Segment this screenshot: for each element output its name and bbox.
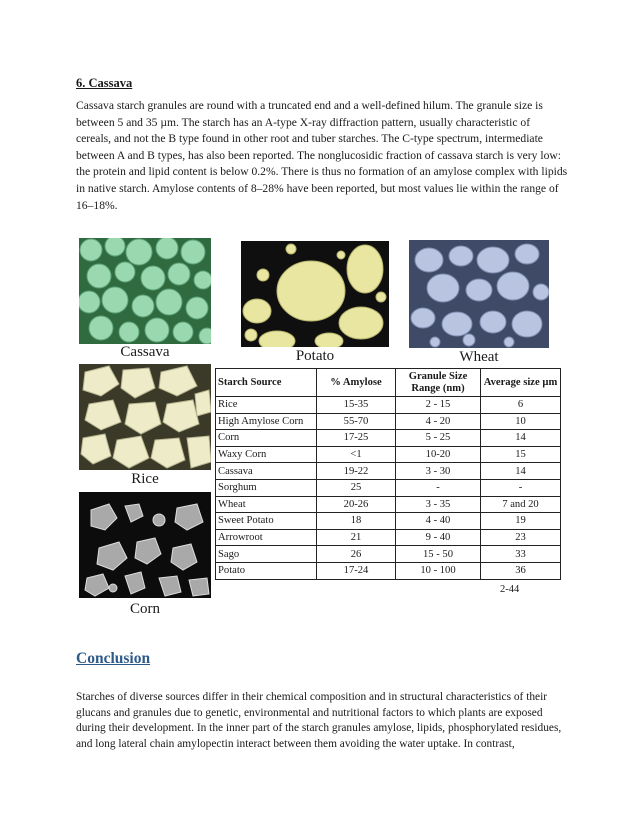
cassava-caption: Cassava bbox=[120, 344, 170, 360]
table-row bbox=[216, 397, 561, 414]
col-granule-size: Granule Size Range (nm) bbox=[396, 369, 481, 397]
cell-average: 10 bbox=[481, 413, 561, 430]
cell-average: 36 bbox=[481, 562, 561, 579]
cell-average: 14 bbox=[481, 463, 561, 480]
table-header-row bbox=[216, 369, 561, 397]
table-row bbox=[216, 479, 561, 496]
corn-caption: Corn bbox=[130, 601, 160, 617]
section-title: 6. Cassava bbox=[76, 76, 133, 90]
conclusion-paragraph: Starches of diverse sources differ in their chemical composition and in structural characteristics of their glucans and granules due to genetic, environmental and nutritional factors to which plants are exposed during their development. In the inner part of the starch granules amylose, lipids, phosphorylated residues, and long lateral chain amylopectin interact between them avoiding the water uptake. In contrast, bbox=[76, 691, 562, 750]
cell-amylose: 19-22 bbox=[317, 463, 396, 480]
cell-source: Arrowroot bbox=[216, 529, 317, 546]
wheat-micrograph bbox=[409, 240, 549, 348]
cell-source: Potato bbox=[216, 562, 317, 579]
cell-source: Sorghum bbox=[216, 479, 317, 496]
cell-granule-range: 15 - 50 bbox=[396, 546, 481, 563]
cell-granule-range: 10-20 bbox=[396, 446, 481, 463]
cell-source: Corn bbox=[216, 430, 317, 447]
cell-amylose: 18 bbox=[317, 513, 396, 530]
rice-micrograph bbox=[79, 364, 211, 470]
cell-average: 6 bbox=[481, 397, 561, 414]
cassava-paragraph: Cassava starch granules are round with a truncated end and a well-defined hilum. The granule size is between 5 and 35 µm. The starch has an A-type X-ray diffraction pattern, usually characteristic of cereals, and not the B type found in other root and tuber starches. The C-type spectrum, intermediate between A and B types, has also been reported. The nonglucosidic fraction of cassava starch is very low: the protein and lipid content is below 0.2%. There is thus no formation of an amylose complex with lipids in native starch. Amylose contents of 8–28% have been reported, but most values lie within the range of 16–18%. bbox=[76, 99, 568, 212]
cell-average: 19 bbox=[481, 513, 561, 530]
cell-average: 7 and 20 bbox=[481, 496, 561, 513]
table-row bbox=[216, 430, 561, 447]
cell-granule-range: - bbox=[396, 479, 481, 496]
cell-source: Sweet Potato bbox=[216, 513, 317, 530]
cell-source: High Amylose Corn bbox=[216, 413, 317, 430]
table-row bbox=[216, 463, 561, 480]
cell-source: Waxy Corn bbox=[216, 446, 317, 463]
table-row bbox=[216, 529, 561, 546]
cell-source: Rice bbox=[216, 397, 317, 414]
cell-granule-range: 3 - 35 bbox=[396, 496, 481, 513]
rice-caption: Rice bbox=[131, 471, 159, 487]
cell-granule-range: 3 - 30 bbox=[396, 463, 481, 480]
table-row bbox=[216, 513, 561, 530]
table-row bbox=[216, 562, 561, 579]
cell-granule-range: 4 - 20 bbox=[396, 413, 481, 430]
col-average-size: Average size µm bbox=[481, 369, 561, 397]
starch-properties-table bbox=[215, 368, 561, 580]
cell-average: 15 bbox=[481, 446, 561, 463]
cell-granule-range: 2 - 15 bbox=[396, 397, 481, 414]
cell-granule-range: 5 - 25 bbox=[396, 430, 481, 447]
cell-average: - bbox=[481, 479, 561, 496]
cell-amylose: 25 bbox=[317, 479, 396, 496]
cell-granule-range: 4 - 40 bbox=[396, 513, 481, 530]
cell-source: Wheat bbox=[216, 496, 317, 513]
cell-amylose: 26 bbox=[317, 546, 396, 563]
table-row bbox=[216, 446, 561, 463]
cell-amylose: 15-35 bbox=[317, 397, 396, 414]
cell-granule-range: 10 - 100 bbox=[396, 562, 481, 579]
cell-amylose: <1 bbox=[317, 446, 396, 463]
cell-amylose: 21 bbox=[317, 529, 396, 546]
wheat-caption: Wheat bbox=[459, 349, 499, 365]
potato-caption: Potato bbox=[295, 348, 335, 364]
cell-source: Sago bbox=[216, 546, 317, 563]
table-row bbox=[216, 413, 561, 430]
cell-amylose: 20-26 bbox=[317, 496, 396, 513]
cell-average: 14 bbox=[481, 430, 561, 447]
potato-micrograph bbox=[241, 241, 389, 347]
cell-source: Cassava bbox=[216, 463, 317, 480]
cell-amylose: 55-70 bbox=[317, 413, 396, 430]
col-amylose: % Amylose bbox=[317, 369, 396, 397]
cell-amylose: 17-25 bbox=[317, 430, 396, 447]
cell-amylose: 17-24 bbox=[317, 562, 396, 579]
corn-micrograph bbox=[79, 492, 211, 598]
page-number: 2-44 bbox=[500, 584, 520, 595]
col-starch-source: Starch Source bbox=[216, 369, 317, 397]
cell-average: 33 bbox=[481, 546, 561, 563]
cassava-micrograph bbox=[79, 238, 211, 344]
cell-average: 23 bbox=[481, 529, 561, 546]
table-row bbox=[216, 546, 561, 563]
cell-granule-range: 9 - 40 bbox=[396, 529, 481, 546]
conclusion-heading: Conclusion bbox=[76, 650, 151, 667]
table-row bbox=[216, 496, 561, 513]
